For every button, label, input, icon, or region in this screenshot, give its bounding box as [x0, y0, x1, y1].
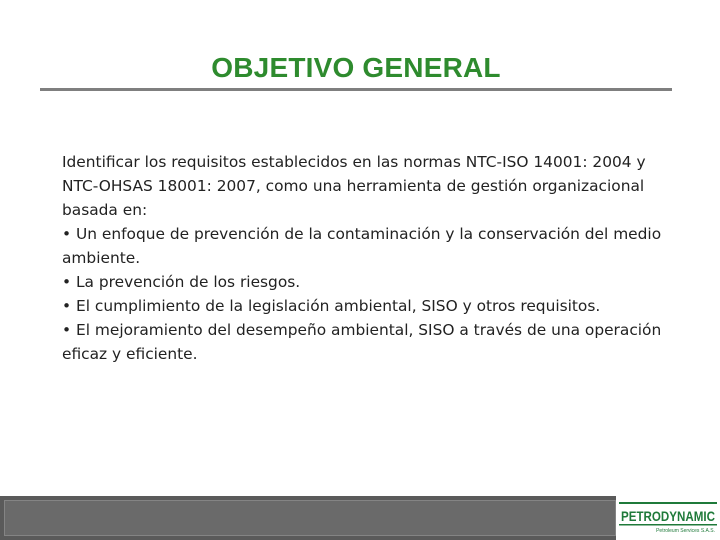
body-text — [62, 150, 702, 366]
bullet-line: • Un enfoque de prevención de la contaminación y la conservación del medio — [62, 225, 662, 243]
title-underline — [40, 88, 672, 91]
body-line: eficaz y eficiente. — [62, 345, 198, 363]
body-line: ambiente. — [62, 249, 141, 267]
logo-wordmark: PETRODYNAMIC — [621, 508, 715, 524]
logo-subtext: Petroleum Services S.A.S. — [656, 528, 715, 534]
company-logo — [616, 496, 720, 540]
bullet-line: • La prevención de los riesgos. — [62, 273, 301, 291]
body-line: Identificar los requisitos establecidos en las normas NTC-ISO 14001: 2004 y — [62, 153, 646, 171]
bullet-line: • El cumplimiento de la legislación ambiental, SISO y otros requisitos. — [62, 297, 601, 315]
footer-bar — [0, 496, 720, 540]
body-line: NTC-OHSAS 18001: 2007, como una herramienta de gestión organizacional — [62, 177, 645, 195]
petrodynamic-logo-icon — [619, 502, 717, 534]
footer-panel — [4, 500, 616, 536]
body-line: basada en: — [62, 201, 148, 219]
bullet-line: • El mejoramiento del desempeño ambiental, SISO a través de una operación — [62, 321, 662, 339]
slide-title: OBJETIVO GENERAL — [211, 52, 501, 83]
